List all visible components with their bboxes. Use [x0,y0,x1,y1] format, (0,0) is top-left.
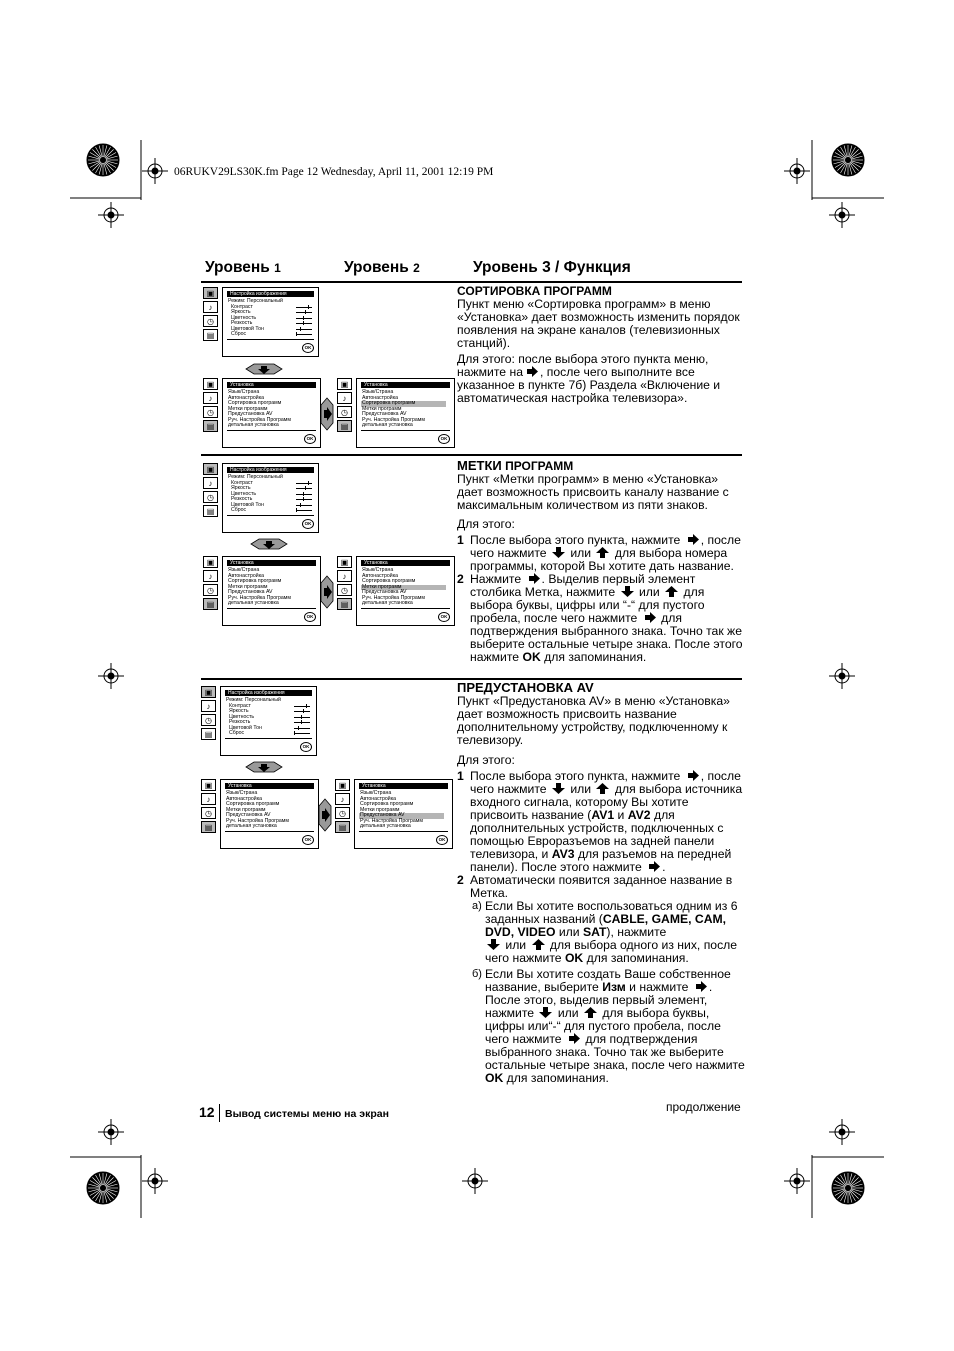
level-slider [296,321,312,325]
section-title: ПРЕДУСТАНОВКА AV [457,680,594,695]
setup-menu-icon: ▤ [201,821,216,833]
menu-icon-column [201,686,219,742]
starburst-mark-icon [87,144,119,176]
setup-menu-icon: ▤ [337,420,352,432]
menu-item: детальная установка [228,600,279,606]
menu-item: Руч. Настройка Программ [226,817,289,824]
timer-menu-icon: ◷ [201,714,216,726]
continued-label: продолжение [666,1100,741,1114]
menu-separator [361,608,450,609]
menu-item: Режим: Персональный [226,697,281,703]
menu-item: Сортировка программ [362,578,416,584]
menu-separator [359,831,448,832]
picture-menu-icon: ▣ [201,779,216,791]
menu-item: Язык/Страна [362,567,394,573]
picture-menu-icon: ▣ [337,378,352,390]
paragraph: Для этого: [457,517,515,531]
menu-item: Цветовой Тон [223,327,318,333]
paragraph: Пункт «Метки программ» в меню «Установка» дает возможность присвоить каналу название с максимальным количеством из пяти знаков. [457,472,729,512]
joystick-right-icon [320,397,334,431]
menu-item: Сортировка программ [361,401,446,407]
menu-title: Установка [227,382,316,388]
sound-menu-icon: ♪ [337,570,352,582]
sound-menu-icon: ♪ [203,477,218,489]
registration-target-icon [784,158,810,184]
menu-item: детальная установка [362,600,413,606]
arrow-down-icon [552,783,565,794]
reset-dash [296,332,312,336]
menu-title: Установка [225,783,314,789]
menu-item: детальная установка [360,823,411,829]
arrow-up-icon [665,586,678,597]
level-slider [296,503,312,507]
menu-item: Метки программ [228,583,268,590]
setup-menu-icon: ▤ [201,728,216,740]
setup-menu-icon: ▤ [203,329,218,341]
setup-menu-screen [220,779,319,849]
step: 1 После выбора этого пункта, нажмите , после чего нажмите или для выбора источника входного сигнала, которому Вы хотите присвоить название (AV1 и AV2 для дополнительных устройств, подключенных с помощью Евроразъемов на задней панели телевизора, и AV3 для разъемов на передней панели). После этого нажмите . [457,769,743,874]
menu-item: Режим: Персональный [228,298,283,304]
ok-button-icon: OK [304,434,316,444]
menu-item: Цветовой Тон [223,503,318,509]
menu-item: Автонастройка [228,572,264,579]
timer-menu-icon: ◷ [337,584,352,596]
menu-item: детальная установка [228,422,279,428]
menu-item: Метки программ [226,806,266,813]
menu-item: Предустановка AV [228,411,273,417]
setup-menu-screen-selected [356,556,455,626]
menu-separator [227,608,316,609]
menu-item: Сброс [221,731,316,737]
paragraph: Пункт «Предустановка AV» в меню «Установка» дает возможность присвоить название дополнительному устройству, подключенному к телевизору. [457,694,730,747]
timer-menu-icon: ◷ [201,807,216,819]
timer-menu-icon: ◷ [203,406,218,418]
arrow-right-icon [686,534,699,545]
menu-item: Контраст [221,704,316,710]
menu-icon-column [203,463,221,519]
registration-target-icon [142,1168,168,1194]
registration-target-icon [98,663,124,689]
arrow-right-icon [647,861,660,872]
menu-separator [227,430,316,431]
timer-menu-icon: ◷ [203,315,218,327]
menu-icon-column [201,779,219,835]
level-slider [296,327,312,331]
menu-item: Метки программ [362,405,402,412]
arrow-right-icon [527,573,540,584]
level-slider [296,316,312,320]
sound-menu-icon: ♪ [201,793,216,805]
registration-target-icon [462,1168,488,1194]
menu-item: Яркость [223,310,318,316]
menu-item: Резкость [223,321,318,327]
menu-item: Режим: Персональный [228,474,283,480]
step: 2 Нажмите . Выделив первый элемент столбика Метка, нажмите или для выбора буквы, цифры или “-“ для пустого пробела, после чего нажмите для подтверждения выбранного знака. Точно так же выберите остальные четыре знака. После этого нажмите OK для запоминания. [457,572,743,664]
menu-item: Руч. Настройка Программ [362,594,425,601]
menu-item: Сортировка программ [228,578,282,584]
registration-target-icon [829,663,855,689]
menu-item: Цветность [223,316,318,322]
level-1-heading: Уровень 1 [205,259,281,276]
level-slider [296,497,312,501]
menu-separator [227,515,314,516]
registration-target-icon [829,1119,855,1145]
substep-a: а) Если Вы хотите воспользоваться одним из 6 заданных названий (CABLE, GAME, CAM, DVD, VIDEO или SAT), нажмите или для выбора одного из них, после чего нажмите OK для запоминания. [472,899,738,965]
menu-title: Установка [227,560,316,566]
reset-dash [296,508,312,512]
menu-item: Метки программ [228,405,268,412]
menu-item: Автонастройка [362,572,398,579]
level-slider [294,726,310,730]
menu-item: Предустановка AV [362,589,407,595]
menu-item: Язык/Страна [228,567,260,573]
section-title: СОРТИРОВКА ПРОГРАММ [457,284,612,298]
menu-item: Цветность [221,715,316,721]
menu-title: Настройка изображения [225,690,312,696]
section-sort-programs [457,285,747,405]
level-slider [294,709,310,713]
level-slider [296,481,312,485]
registration-target-icon [142,158,168,184]
footer-divider [219,1104,220,1122]
setup-menu-icon: ▤ [203,598,218,610]
menu-title: Установка [361,560,450,566]
menu-item: детальная установка [226,823,277,829]
section-program-labels [457,459,747,664]
paragraph: Для этого: [457,753,515,767]
arrow-up-icon [596,547,609,558]
arrow-up-icon [596,783,609,794]
ok-button-icon: OK [436,835,448,845]
step: 1 После выбора этого пункта, нажмите , после чего нажмите или для выбора номера программы, которой Вы хотите дать название. [457,533,741,573]
arrow-right-icon [567,1033,580,1044]
setup-menu-icon: ▤ [335,821,350,833]
arrow-right-icon [525,366,538,377]
menu-icon-column [203,556,221,612]
menu-item: Руч. Настройка Программ [228,594,291,601]
setup-menu-screen-selected [354,779,453,849]
setup-menu-screen [222,378,321,448]
menu-icon-column [335,779,353,835]
picture-settings-screen [220,686,317,756]
level-slider [296,492,312,496]
menu-item: Резкость [223,497,318,503]
menu-title: Настройка изображения [227,291,314,297]
menu-item: Яркость [221,709,316,715]
level-3-heading: Уровень 3 / Функция [473,259,631,276]
ok-button-icon: OK [304,612,316,622]
menu-item: Предустановка AV [226,812,271,818]
picture-menu-icon: ▣ [337,556,352,568]
menu-item: Сброс [223,508,318,514]
picture-menu-icon: ▣ [203,287,218,299]
registration-target-icon [784,1168,810,1194]
arrow-up-icon [532,939,545,950]
picture-menu-icon: ▣ [203,463,218,475]
ok-button-icon: OK [302,343,314,353]
menu-item: Предустановка AV [228,589,273,595]
menu-item: Сортировка программ [360,801,414,807]
menu-item: Предустановка AV [362,411,407,417]
menu-separator [361,430,450,431]
sound-menu-icon: ♪ [337,392,352,404]
arrow-down-icon [621,586,634,597]
top-rule [201,281,742,283]
registration-target-icon [98,1119,124,1145]
menu-title: Установка [361,382,450,388]
sound-menu-icon: ♪ [203,392,218,404]
menu-item: Автонастройка [362,394,398,401]
menu-item: Цветовой Тон [221,726,316,732]
sound-menu-icon: ♪ [335,793,350,805]
substep-b: б) Если Вы хотите создать Ваше собственное название, выберите Изм и нажмите . После этого, выделив первый элемент, нажмите или для выбора буквы, цифры или“-“ для пустого пробела, после чего нажмите для подтверждения выбранного знака. Точно так же выберите остальные четыре знака, после чего нажмите OK для запоминания. [472,967,745,1085]
menu-item: Метки программ [361,585,446,591]
ok-button-icon: OK [302,519,314,529]
joystick-down-icon [245,363,283,375]
menu-item: Руч. Настройка Программ [228,416,291,423]
menu-item: Язык/Страна [228,389,260,395]
menu-item: Цветность [223,492,318,498]
arrow-right-icon [686,770,699,781]
setup-menu-icon: ▤ [203,420,218,432]
ok-button-icon: OK [300,742,312,752]
section-divider [201,454,742,456]
menu-icon-column [203,287,221,343]
menu-title: Установка [359,783,448,789]
menu-separator [225,738,312,739]
section-av-preset [457,681,747,1085]
ok-button-icon: OK [302,835,314,845]
paragraph: Для этого: после выбора этого пункта меню, нажмите на , после чего выполните все указанное в пункте 7б) Раздела «Включение и автоматическая настройка телевизора». [457,352,721,405]
setup-menu-screen [222,556,321,626]
level-slider [294,715,310,719]
menu-item: Язык/Страна [226,790,258,796]
timer-menu-icon: ◷ [203,491,218,503]
timer-menu-icon: ◷ [337,406,352,418]
joystick-right-icon [318,798,332,832]
picture-menu-icon: ▣ [203,556,218,568]
footer-title: Вывод системы меню на экран [225,1108,389,1120]
registration-target-icon [829,202,855,228]
sound-menu-icon: ♪ [203,570,218,582]
setup-menu-screen-selected [356,378,455,448]
setup-menu-icon: ▤ [337,598,352,610]
sound-menu-icon: ♪ [203,301,218,313]
picture-settings-screen [222,463,319,533]
starburst-mark-icon [87,1172,119,1204]
paragraph: Пункт меню «Сортировка программ» в меню «Установка» дает возможность изменить порядок появления на экране каналов (телевизионных станций). [457,297,740,350]
file-header: 06RUKV29LS30K.fm Page 12 Wednesday, April 11, 2001 12:19 PM [174,166,494,178]
timer-menu-icon: ◷ [335,807,350,819]
page-number: 12 [199,1104,215,1120]
menu-item: Сортировка программ [228,400,282,406]
menu-item: Контраст [223,481,318,487]
level-slider [294,704,310,708]
arrow-right-icon [643,612,656,623]
menu-separator [225,831,314,832]
registration-target-icon [98,202,124,228]
arrow-down-icon [552,547,565,558]
joystick-right-icon [320,575,334,609]
ok-button-icon: OK [438,612,450,622]
menu-separator [227,339,314,340]
menu-icon-column [203,378,221,434]
menu-item: Язык/Страна [360,790,392,796]
reset-dash [294,731,310,735]
level-slider [296,310,312,314]
menu-item: Контраст [223,305,318,311]
menu-item: Автонастройка [226,795,262,802]
menu-item: Яркость [223,486,318,492]
joystick-down-icon [245,761,283,773]
menu-icon-column [337,378,355,434]
menu-item: Руч. Настройка Программ [360,817,423,824]
setup-menu-icon: ▤ [203,505,218,517]
arrow-down-icon [539,1007,552,1018]
joystick-down-icon [250,538,288,550]
menu-icon-column [337,556,355,612]
sound-menu-icon: ♪ [201,700,216,712]
ok-button-icon: OK [438,434,450,444]
starburst-mark-icon [832,1172,864,1204]
section-title: МЕТКИ ПРОГРАММ [457,458,574,473]
timer-menu-icon: ◷ [203,584,218,596]
menu-item: Сортировка программ [226,801,280,807]
arrow-right-icon [694,981,707,992]
picture-menu-icon: ▣ [203,378,218,390]
menu-item: Метки программ [360,806,400,813]
menu-item: Автонастройка [228,394,264,401]
arrow-up-icon [584,1007,597,1018]
starburst-mark-icon [832,144,864,176]
menu-item: Автонастройка [360,795,396,802]
menu-title: Настройка изображения [227,467,314,473]
picture-settings-screen [222,287,319,357]
menu-item: Руч. Настройка Программ [362,416,425,423]
level-2-heading: Уровень 2 [344,259,420,276]
menu-item: Сброс [223,332,318,338]
menu-item: Предустановка AV [359,813,444,819]
arrow-down-icon [487,939,500,950]
menu-item: Резкость [221,720,316,726]
level-slider [296,305,312,309]
menu-item: Язык/Страна [362,389,394,395]
picture-menu-icon: ▣ [335,779,350,791]
level-slider [296,486,312,490]
menu-item: детальная установка [362,422,413,428]
level-slider [294,720,310,724]
picture-menu-icon: ▣ [201,686,216,698]
step: 2 Автоматически появится заданное название в Метка. [457,873,733,900]
